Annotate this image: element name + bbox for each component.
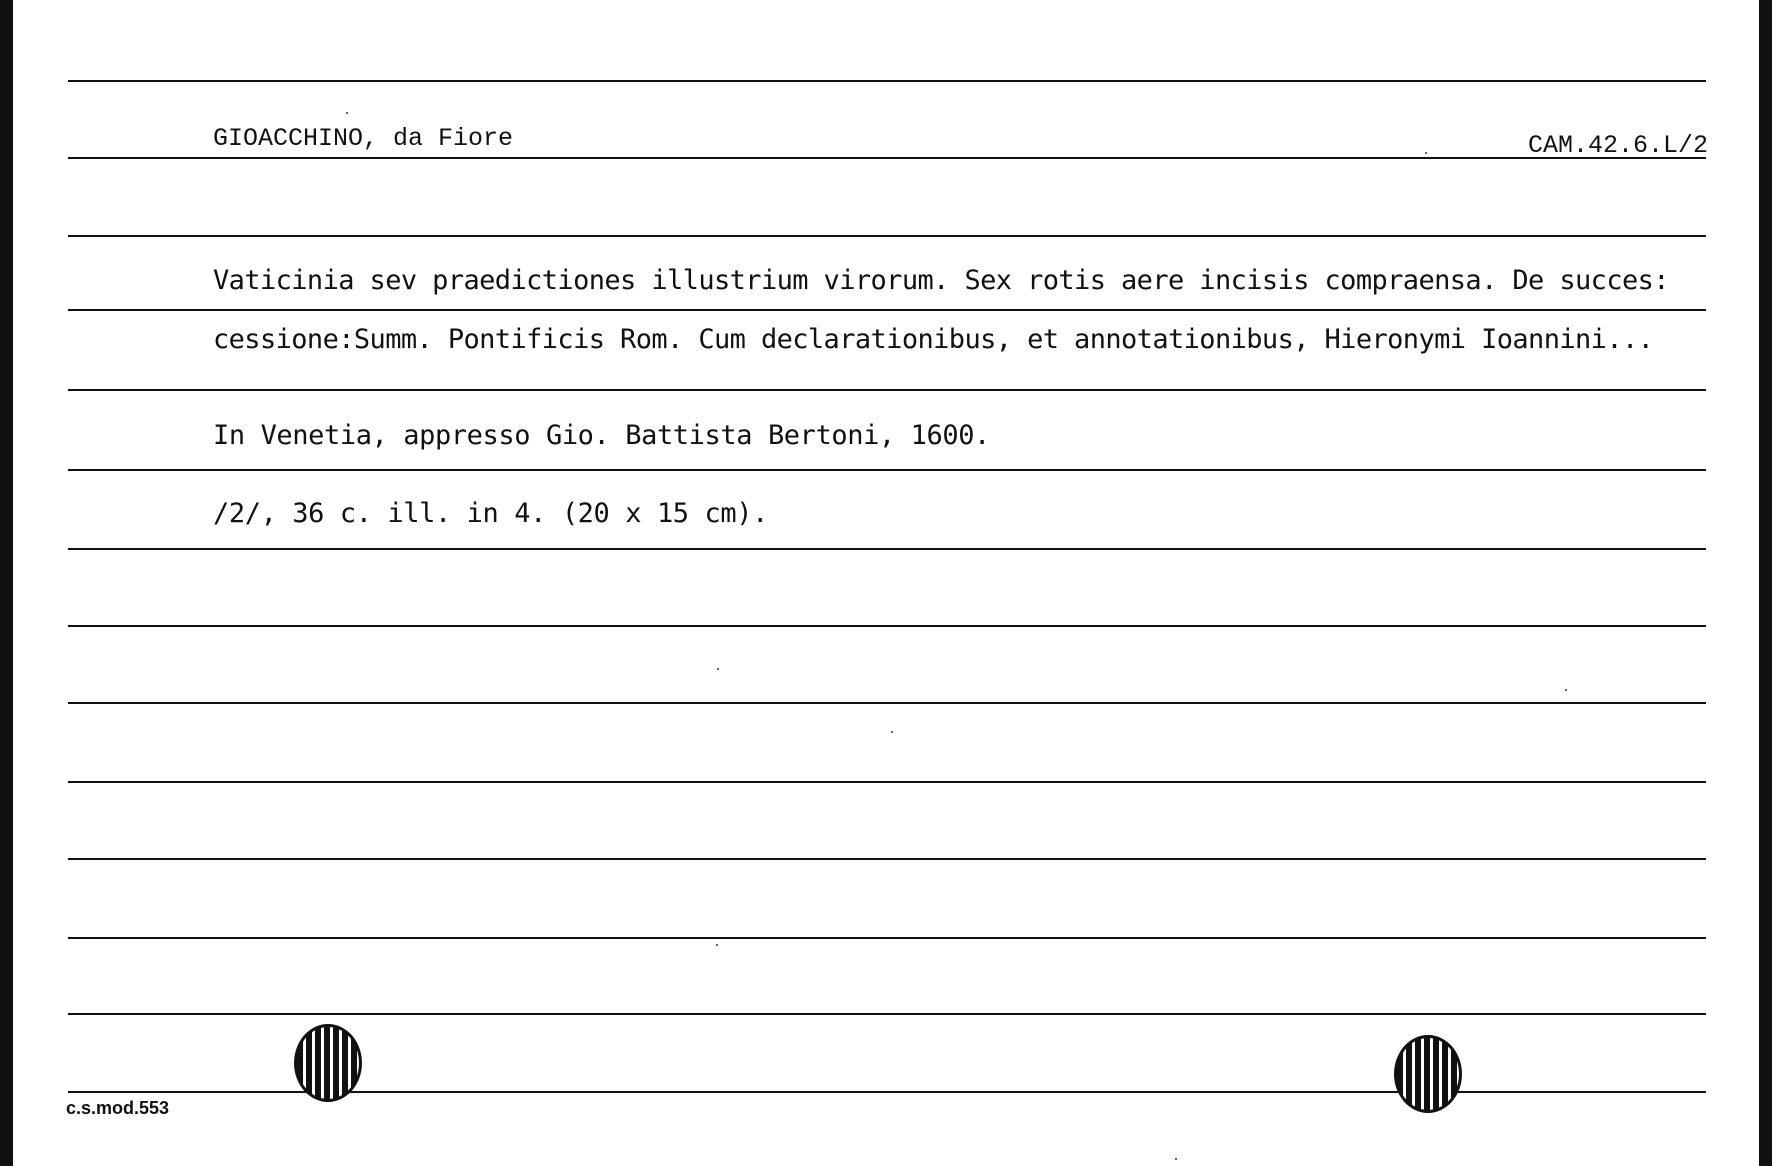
scan-speck bbox=[1175, 1158, 1177, 1160]
collation-line: /2/, 36 c. ill. in 4. (20 x 15 cm). bbox=[213, 498, 768, 529]
ruled-line bbox=[68, 858, 1706, 860]
punch-hole-right bbox=[1394, 1035, 1462, 1113]
form-code: c.s.mod.553 bbox=[66, 1098, 170, 1118]
author-heading: GIOACCHINO, da Fiore bbox=[213, 124, 514, 153]
shelfmark: CAM.42.6.L/2 bbox=[1527, 131, 1708, 160]
ruled-line bbox=[68, 625, 1706, 627]
ruled-line bbox=[68, 469, 1706, 471]
punch-hole-left bbox=[294, 1024, 362, 1102]
ruled-line bbox=[68, 389, 1706, 391]
ruled-line bbox=[68, 235, 1706, 237]
scan-speck bbox=[346, 112, 348, 114]
ruled-line bbox=[68, 702, 1706, 704]
scan-speck bbox=[1565, 689, 1567, 691]
ruled-line bbox=[68, 781, 1706, 783]
scan-speck bbox=[716, 944, 718, 946]
scan-speck bbox=[717, 668, 719, 670]
scan-speck bbox=[1425, 152, 1427, 154]
title-line-2: cessione:Summ. Pontificis Rom. Cum declarationibus, et annotationibus, Hieronymi Ioannini... bbox=[213, 324, 1654, 355]
scan-speck bbox=[891, 731, 893, 733]
title-line-1: Vaticinia sev praedictiones illustrium virorum. Sex rotis aere incisis compraensa. De succes: bbox=[213, 265, 1669, 296]
ruled-line bbox=[68, 1013, 1706, 1015]
ruled-line bbox=[68, 157, 1706, 159]
ruled-line bbox=[68, 937, 1706, 939]
imprint-line: In Venetia, appresso Gio. Battista Bertoni, 1600. bbox=[213, 420, 990, 451]
card-left-edge bbox=[0, 0, 13, 1166]
card-right-edge bbox=[1759, 0, 1772, 1166]
ruled-line bbox=[68, 309, 1706, 311]
ruled-line bbox=[68, 80, 1706, 82]
ruled-line bbox=[68, 548, 1706, 550]
